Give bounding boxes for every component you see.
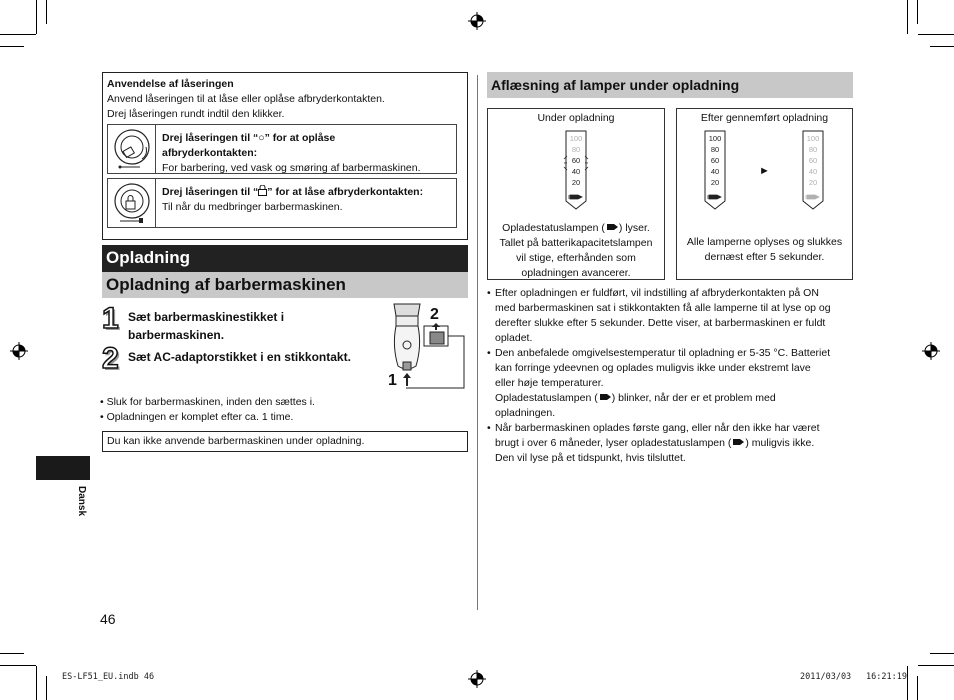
lamp-bullet-line: Efter opladningen er fuldført, vil indstilling af afbryderkontakten på ON [495, 287, 819, 299]
svg-text:80: 80 [710, 145, 720, 154]
crop-mark [907, 0, 908, 34]
column-divider [477, 75, 478, 610]
lock-row [107, 178, 457, 228]
lamp-bullet: • Den anbefalede omgivelsestemperatur til opladning er 5-35 °C. Batteriet kan forringe ydeevnen og oplades muligvis ikke under ekstremt lave eller høje temperaturer. Opladestatuslampen ( ) blinker, når der er et problem med opladningen. [487, 347, 831, 419]
step-number-2: 2 [102, 342, 119, 375]
step-1-text [128, 308, 284, 344]
during-caption-2: ) lyser. [618, 222, 650, 234]
crop-mark [930, 653, 954, 654]
svg-text:40: 40 [808, 167, 818, 176]
after-caption-1: Alle lamperne oplyses og slukkes [686, 236, 843, 248]
lamp-bullet-line: ) blinker, når der er et problem med [611, 392, 776, 404]
unlock-symbol: ○ [258, 132, 265, 144]
lamp-bullet-line: opladet. [495, 332, 533, 344]
lock-ring-intro: Anvend låseringen til at låse eller oplåse afbryderkontakten. [107, 93, 385, 105]
unlock-desc: For barbering, ved vask og smøring af barbermaskinen. [162, 162, 421, 174]
lamp-bullet-line: eller høje temperaturer. [495, 377, 604, 389]
crop-mark [918, 34, 954, 35]
gauge-level-80: 80 [571, 145, 581, 154]
charging-bullet-text: Sluk for barbermaskinen, inden den sættes i. [106, 396, 315, 408]
arrow-icon: ► [759, 165, 770, 177]
step-1-line-1: Sæt barbermaskinestikket i [128, 310, 285, 324]
gauge-level-20: 20 [571, 178, 581, 187]
lamp-bullet-line: opladningen. [495, 407, 556, 419]
lock-ring-box [102, 72, 468, 240]
section-title: Opladning [102, 245, 468, 272]
lamp-bullet-line: Opladestatuslampen ( [495, 392, 598, 404]
lamps-header: Aflæsning af lamper under opladning [487, 72, 853, 98]
crop-mark [0, 46, 24, 47]
unlock-row [107, 124, 457, 174]
during-charging-caption [492, 221, 660, 281]
subsection-title: Opladning af barbermaskinen [102, 272, 468, 298]
crop-mark [0, 34, 36, 35]
during-caption-5: opladningen avancerer. [521, 267, 631, 279]
svg-text:20: 20 [710, 178, 720, 187]
page-number: 46 [100, 611, 116, 627]
crop-mark [46, 0, 47, 24]
gauge-level-40: 40 [571, 167, 581, 176]
svg-text:20: 20 [808, 178, 818, 187]
language-label: Dansk [76, 486, 87, 517]
registration-mark-icon [922, 342, 940, 360]
charging-bullet: • Sluk for barbermaskinen, inden den sættes i. [100, 396, 315, 408]
during-caption-1: Opladestatuslampen ( [502, 222, 605, 234]
footer-time: 16:21:19 [866, 672, 907, 682]
crop-mark [36, 666, 37, 700]
registration-mark-icon [10, 342, 28, 360]
lock-desc: Til når du medbringer barbermaskinen. [162, 201, 343, 213]
lamp-bullet-line: ) muligvis ikke. [745, 437, 815, 449]
lock-ring-instruction: Drej låseringen rundt indtil den klikker. [107, 108, 285, 120]
svg-text:100: 100 [806, 134, 820, 143]
lamp-bullet-line: brugt i over 6 måneder, lyser opladestatuslampen ( [495, 437, 732, 449]
padlock-icon [258, 185, 267, 196]
registration-mark-icon [468, 12, 486, 30]
lamp-bullet-line: Når barbermaskinen oplades første gang, eller når den ikke har været [495, 422, 820, 434]
svg-text:60: 60 [710, 156, 720, 165]
charging-note-box [102, 431, 468, 452]
lamp-bullet: • Når barbermaskinen oplades første gang, eller når den ikke har været brugt i over 6 måneder, lyser opladestatuslampen ( ) muligvis ikke. Den vil lyse på et tidspunkt, hvis tilsluttet. [487, 422, 820, 464]
crop-mark [917, 676, 918, 700]
lock-bold-2: ” for at låse afbryderkontakten: [267, 186, 424, 198]
charging-bullet: • Opladningen er komplet efter ca. 1 time. [100, 411, 294, 423]
unlock-bold-1: Drej låseringen til “ [162, 132, 259, 144]
charging-note: Du kan ikke anvende barbermaskinen under opladning. [107, 435, 365, 447]
footer-date: 2011/03/03 [800, 672, 852, 682]
during-charging-title: Under opladning [537, 112, 615, 124]
registration-mark-icon [468, 670, 486, 688]
svg-text:40: 40 [710, 167, 720, 176]
crop-mark [918, 665, 954, 666]
step-number-1: 1 [102, 302, 119, 335]
lamp-bullet-line: derefter slukke efter 5 sekunder. Dette viser, at barbermaskinen er fuldt [495, 317, 826, 329]
charge-lamp-icon [731, 438, 745, 446]
footer-file: ES-LF51_EU.indb 46 [62, 672, 155, 682]
crop-mark [36, 0, 37, 34]
crop-mark [0, 665, 36, 666]
lamp-bullet-line: kan forringe ydeevnen og oplades muligvis ikke under ekstremt lave [495, 362, 811, 374]
battery-gauge-full [701, 129, 729, 211]
crop-mark [930, 46, 954, 47]
svg-text:100: 100 [708, 134, 722, 143]
language-tab [36, 456, 90, 480]
gauge-level-100: 100 [569, 134, 583, 143]
lamp-bullet-line: Den anbefalede omgivelsestemperatur til opladning er 5-35 °C. Batteriet [495, 347, 831, 359]
crop-mark [0, 653, 24, 654]
figure-label-2: 2 [430, 306, 439, 323]
unlock-bold-2: ” for at oplåse [264, 132, 336, 144]
charging-bullet-text: Opladningen er komplet efter ca. 1 time. [106, 411, 294, 423]
crop-mark [907, 666, 908, 700]
step-2-text: Sæt AC-adaptorstikket i en stikkontakt. [128, 350, 351, 364]
during-charging-panel [487, 108, 665, 280]
unlock-ring-icon [108, 125, 156, 173]
lock-ring-title: Anvendelse af låseringen [107, 78, 234, 90]
lock-bold-1: Drej låseringen til “ [162, 186, 259, 198]
charge-lamp-icon [598, 393, 612, 401]
battery-gauge-off [799, 129, 827, 211]
after-caption-2: dernæst efter 5 sekunder. [704, 251, 825, 263]
gauge-level-60: 60 [571, 156, 581, 165]
figure-label-1: 1 [388, 372, 397, 389]
battery-gauge-charging [562, 129, 590, 211]
lock-ring-icon [108, 179, 156, 227]
unlock-bold-3: afbryderkontakten: [162, 147, 258, 159]
step-1-line-2: barbermaskinen. [128, 328, 225, 342]
svg-text:80: 80 [808, 145, 818, 154]
svg-text:60: 60 [808, 156, 818, 165]
charge-lamp-icon [605, 223, 619, 231]
lamp-bullet-line: med barbermaskinen sat i stikkontakten få alle lamperne til at lyse op og [495, 302, 831, 314]
lamp-bullet: • Efter opladningen er fuldført, vil indstilling af afbryderkontakten på ON med barbermaskinen sat i stikkontakten få alle lamperne til at lyse op og derefter slukke efter 5 sekunder. Dette viser, at barbermaskinen er fuldt opladet. [487, 287, 831, 344]
crop-mark [46, 676, 47, 700]
during-caption-4: vil stige, efterhånden som [516, 252, 636, 264]
after-charging-panel [676, 108, 853, 280]
lamp-bullet-line: Den vil lyse på et tidspunkt, hvis tilsluttet. [495, 452, 686, 464]
during-caption-3: Tallet på batterikapacitetslampen [499, 237, 653, 249]
after-charging-caption [681, 235, 848, 265]
crop-mark [917, 0, 918, 24]
after-charging-title: Efter gennemført opladning [700, 112, 829, 124]
